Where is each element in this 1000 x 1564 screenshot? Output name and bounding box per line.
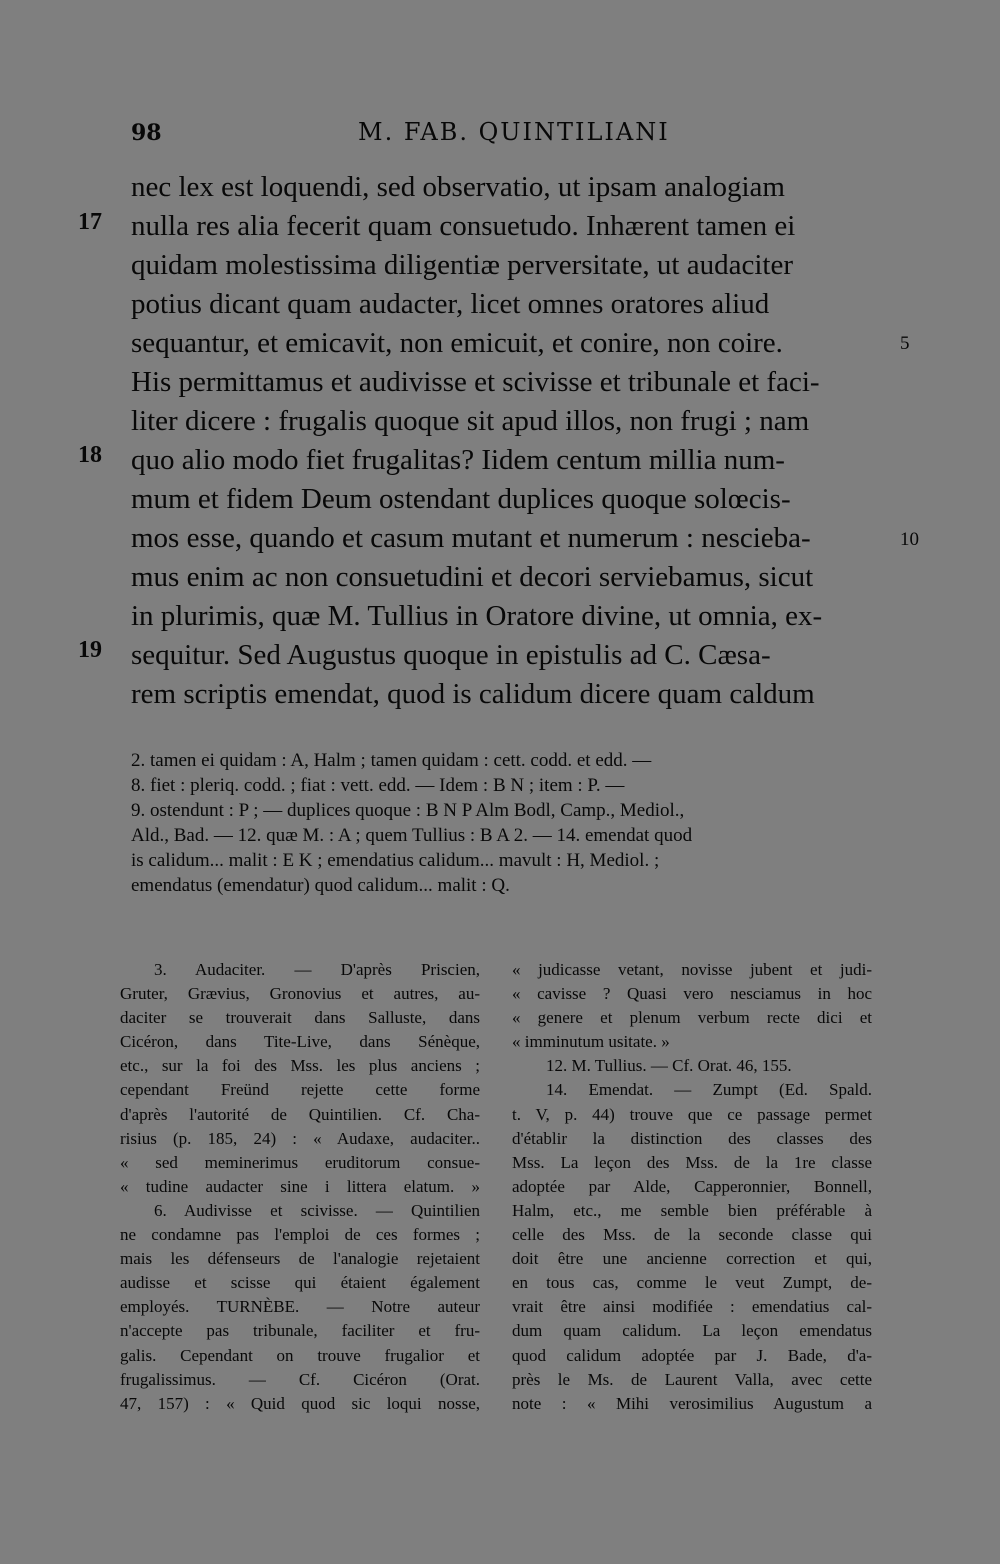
note-line: 3. Audaciter. — D'après Priscien, xyxy=(154,960,480,979)
text-line: in plurimis, quæ M. Tullius in Oratore divine, ut omnia, ex- xyxy=(131,600,823,632)
apparatus-line: is calidum... malit : E K ; emendatius calidum... mavult : H, Mediol. ; xyxy=(131,850,660,871)
note-line: galis. Cependant on trouve frugalior et xyxy=(120,1345,480,1365)
text-line: mos esse, quando et casum mutant et numerum : nescieba- xyxy=(131,522,811,554)
note-line: « judicasse vetant, novisse jubent et judi- xyxy=(512,960,872,979)
note-line: « imminutum usitate. » xyxy=(512,1032,670,1052)
note-line: « tudine audacter sine i littera elatum. » xyxy=(120,1176,480,1196)
text-line: His permittamus et audivisse et scivisse et tribunale et faci- xyxy=(131,366,820,398)
page-number: 98 xyxy=(131,120,162,146)
text-line: nulla res alia fecerit quam consuetudo. Inhærent tamen ei xyxy=(131,210,796,242)
note-line: d'établir la distinction des classes des xyxy=(512,1128,872,1148)
note-line: « cavisse ? Quasi vero nesciamus in hoc xyxy=(512,984,872,1004)
note-line: 14. Emendat. — Zumpt (Ed. Spald. xyxy=(546,1080,872,1100)
note-line: celle des Mss. de la seconde classe qui xyxy=(512,1225,872,1245)
note-line: adoptée par Alde, Capperonnier, Bonnell, xyxy=(512,1176,872,1196)
text-line: nec lex est loquendi, sed observatio, ut ipsam analogiam xyxy=(131,171,785,203)
apparatus-line: 9. ostendunt : P ; — duplices quoque : B N P Alm Bodl, Camp., Mediol., xyxy=(131,800,685,821)
text-line: sequantur, et emicavit, non emicuit, et conire, non coire. xyxy=(131,327,783,359)
note-line: n'accepte pas tribunale, faciliter et fru- xyxy=(120,1321,480,1341)
notes-left-column xyxy=(120,958,480,1416)
note-line: d'après l'autorité de Quintilien. Cf. Cha- xyxy=(120,1104,480,1124)
note-line: vrait être ainsi modifiée : emendatius cal- xyxy=(512,1297,872,1317)
note-line: doit être une ancienne correction et qui, xyxy=(512,1249,872,1269)
section-marker: 19 xyxy=(78,637,102,663)
note-line: note : « Mihi verosimilius Augustum a xyxy=(512,1393,872,1413)
text-line: liter dicere : frugalis quoque sit apud illos, non frugi ; nam xyxy=(131,405,810,437)
apparatus-line: emendatus (emendatur) quod calidum... malit : Q. xyxy=(131,875,510,896)
note-line: près le Ms. de Laurent Valla, avec cette xyxy=(512,1369,872,1389)
running-title: M. FAB. QUINTILIANI xyxy=(358,118,670,146)
note-line: frugalissimus. — Cf. Cicéron (Orat. xyxy=(120,1369,480,1389)
text-line: potius dicant quam audacter, licet omnes oratores aliud xyxy=(131,288,770,320)
note-line: en tous cas, comme le veut Zumpt, de- xyxy=(512,1273,872,1293)
notes-right-column xyxy=(512,958,872,1416)
note-line: t. V, p. 44) trouve que ce passage permet xyxy=(512,1104,872,1124)
note-line: dum quam calidum. La leçon emendatus xyxy=(512,1321,872,1341)
text-line: mum et fidem Deum ostendant duplices quoque solœcis- xyxy=(131,483,791,515)
note-line: Cicéron, dans Tite-Live, dans Sénèque, xyxy=(120,1032,480,1052)
note-line: ne condamne pas l'emploi de ces formes ; xyxy=(120,1225,480,1245)
text-line: quidam molestissima diligentiæ perversitate, ut audaciter xyxy=(131,249,794,281)
note-line: Halm, etc., me semble bien préférable à xyxy=(512,1200,872,1220)
text-line: quo alio modo fiet frugalitas? Iidem centum millia num- xyxy=(131,444,785,476)
note-line: mais les défenseurs de l'analogie rejetaient xyxy=(120,1249,480,1269)
note-line: « sed meminerimus eruditorum consue- xyxy=(120,1152,480,1172)
note-line: cependant Freünd rejette cette forme xyxy=(120,1080,480,1100)
apparatus-line: 2. tamen ei quidam : A, Halm ; tamen quidam : cett. codd. et edd. — xyxy=(131,750,652,771)
text-line: mus enim ac non consuetudini et decori serviebamus, sicut xyxy=(131,561,814,593)
apparatus-line: Ald., Bad. — 12. quæ M. : A ; quem Tullius : B A 2. — 14. emendat quod xyxy=(131,825,693,846)
note-line: daciter se trouverait dans Salluste, dans xyxy=(120,1008,480,1028)
note-line: audisse et scisse qui étaient également xyxy=(120,1273,480,1293)
section-marker: 17 xyxy=(78,209,102,235)
note-line: employés. TURNÈBE. — Notre auteur xyxy=(120,1297,480,1317)
note-line: 12. M. Tullius. — Cf. Orat. 46, 155. xyxy=(546,1056,792,1076)
text-line: sequitur. Sed Augustus quoque in epistulis ad C. Cæsa- xyxy=(131,639,771,671)
note-line: quod calidum adoptée par J. Bade, d'a- xyxy=(512,1345,872,1365)
note-line: etc., sur la foi des Mss. les plus anciens ; xyxy=(120,1056,480,1076)
note-line: Gruter, Grævius, Gronovius et autres, au- xyxy=(120,984,480,1004)
line-marker: 10 xyxy=(900,529,919,550)
note-line: 6. Audivisse et scivisse. — Quintilien xyxy=(154,1200,480,1220)
note-line: Mss. La leçon des Mss. de la 1re classe xyxy=(512,1152,872,1172)
apparatus-line: 8. fiet : pleriq. codd. ; fiat : vett. edd. — Idem : B N ; item : P. — xyxy=(131,775,625,796)
note-line: risius (p. 185, 24) : « Audaxe, audaciter.. xyxy=(120,1128,480,1148)
note-line: 47, 157) : « Quid quod sic loqui nosse, xyxy=(120,1393,480,1413)
section-marker: 18 xyxy=(78,442,102,468)
text-line: rem scriptis emendat, quod is calidum dicere quam caldum xyxy=(131,678,815,710)
line-marker: 5 xyxy=(900,333,910,354)
note-line: « genere et plenum verbum recte dici et xyxy=(512,1008,872,1028)
